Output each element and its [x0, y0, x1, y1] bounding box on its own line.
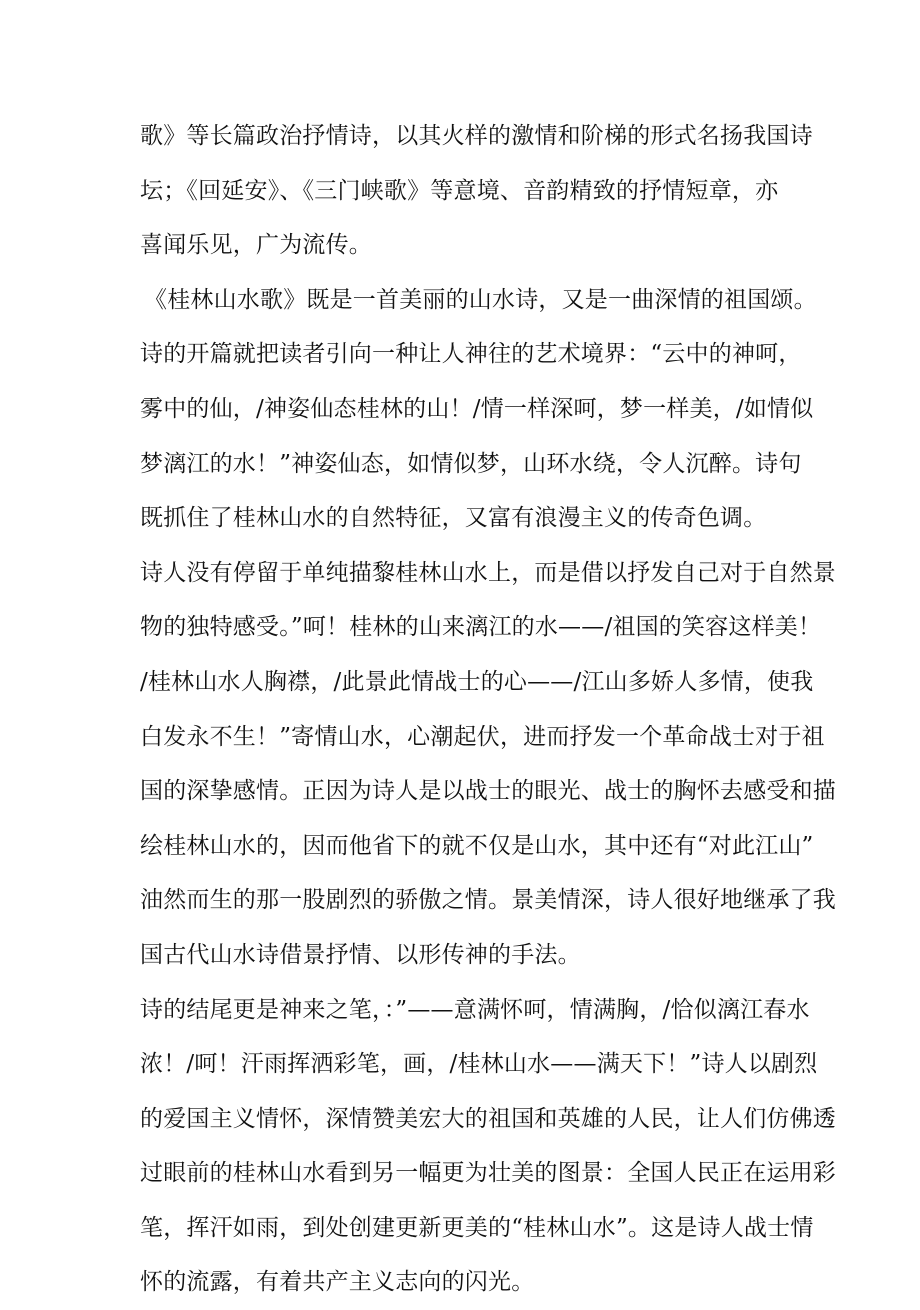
text-line: 绘桂林山水的，因而他省下的就不仅是山水，其中还有“对此江山”: [140, 832, 814, 859]
text-line: 过眼前的桂林山水看到另一幅更为壮美的图景：全国人民正在运用彩: [140, 1160, 836, 1187]
text-line: 诗人没有停留于单纯描黎桂林山水上，而是借以抒发自己对于自然景: [140, 559, 836, 586]
body-text: [140, 109, 836, 1310]
text-line: 《桂林山水歌》既是一首美丽的山水诗，又是一曲深情的祖国颂。: [144, 286, 817, 313]
text-line: 诗的开篇就把读者引向一种让人神往的艺术境界：“云中的神呵，: [140, 341, 802, 368]
text-line: 油然而生的那一股剧烈的骄傲之情。景美情深，诗人很好地继承了我: [140, 887, 836, 914]
text-line: 笔，挥汗如雨，到处创建更新更美的“桂林山水”。这是诗人战士情: [140, 1214, 814, 1241]
text-line: 既抓住了桂林山水的自然特征，又富有浪漫主义的传奇色调。: [140, 505, 767, 532]
text-line: 白发永不生！”寄情山水，心潮起伏，进而抒发一个革命战士对于祖: [140, 723, 825, 750]
text-line: 坛；《回延安》、《三门峡歌》等意境、音韵精致的抒情短章，亦: [140, 177, 779, 204]
text-line: 怀的流露，有着共产主义志向的闪光。: [140, 1269, 535, 1296]
text-line: 的爱国主义情怀，深情赞美宏大的祖国和英雄的人民，让人们仿佛透: [140, 1105, 836, 1132]
text-line: 国古代山水诗借景抒情、以形传神的手法。: [140, 941, 581, 968]
text-line: 浓！/呵！汗雨挥洒彩笔，画，/桂林山水——满天下！”诗人以剧烈: [140, 1051, 818, 1078]
text-line: 梦漓江的水！”神姿仙态，如情似梦，山环水绕，令人沉醉。诗句: [140, 450, 802, 477]
text-line: 物的独特感受。”呵！桂林的山来漓江的水——/祖国的笑容这样美！: [140, 614, 822, 641]
text-line: 歌》等长篇政治抒情诗，以其火样的激情和阶梯的形式名扬我国诗: [140, 123, 813, 149]
text-line: 国的深挚感情。正因为诗人是以战士的眼光、战士的胸怀去感受和描: [140, 778, 836, 805]
text-line: 雾中的仙，/神姿仙态桂林的山！/情一样深呵，梦一样美，/如情似: [140, 395, 814, 422]
text-line: 诗的结尾更是神来之笔，：”——意满怀呵，情满胸，/恰似漓江春水: [140, 996, 810, 1023]
text-line: 喜闻乐见，广为流传。: [140, 232, 372, 259]
text-line: /桂林山水人胸襟，/此景此情战士的心——/江山多娇人多情，使我: [140, 668, 814, 695]
